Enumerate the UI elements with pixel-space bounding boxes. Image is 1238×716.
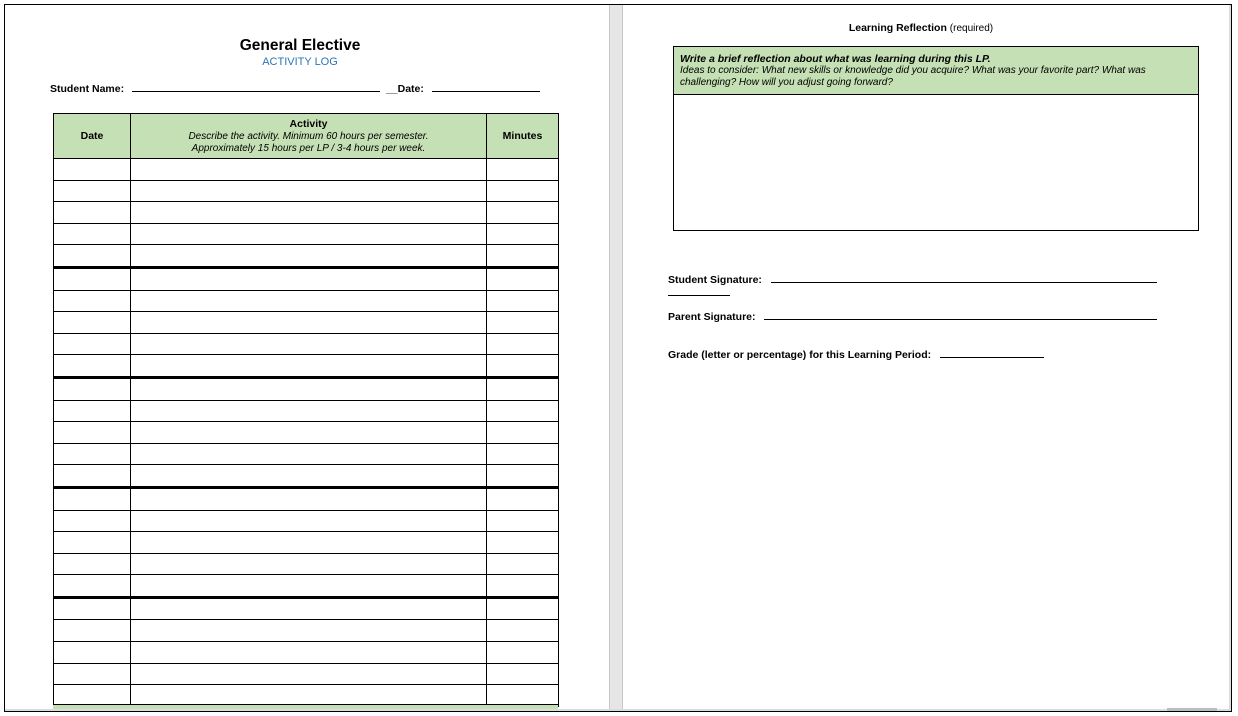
activity-cell[interactable]	[131, 620, 487, 642]
parent-signature-field[interactable]	[764, 308, 1157, 320]
page-title: General Elective	[239, 37, 361, 54]
minutes-cell[interactable]	[487, 620, 559, 642]
reflection-box	[673, 46, 1199, 231]
activity-cell[interactable]	[131, 663, 487, 685]
date-cell[interactable]	[54, 355, 131, 378]
date-field[interactable]	[432, 80, 540, 92]
page-subtitle: ACTIVITY LOG	[262, 56, 338, 68]
table-row	[54, 487, 559, 510]
activity-cell[interactable]	[131, 333, 487, 355]
date-cell[interactable]	[54, 202, 131, 224]
activity-header-label: Activity	[289, 117, 328, 130]
table-row	[54, 400, 559, 422]
minutes-cell[interactable]	[487, 377, 559, 400]
activity-cell[interactable]	[131, 400, 487, 422]
table-row	[54, 159, 559, 181]
minutes-cell[interactable]	[487, 443, 559, 465]
student-signature-field[interactable]	[771, 271, 1157, 283]
minutes-cell[interactable]	[487, 223, 559, 245]
date-cell[interactable]	[54, 575, 131, 598]
date-cell[interactable]	[54, 377, 131, 400]
document-viewport	[4, 4, 1232, 712]
minutes-column-header: Minutes	[487, 114, 559, 159]
minutes-cell[interactable]	[487, 355, 559, 378]
minutes-cell[interactable]	[487, 159, 559, 181]
activity-cell[interactable]	[131, 290, 487, 312]
minutes-cell[interactable]	[487, 245, 559, 268]
date-cell[interactable]	[54, 267, 131, 290]
table-row	[54, 202, 559, 224]
minutes-cell[interactable]	[487, 575, 559, 598]
minutes-cell[interactable]	[487, 400, 559, 422]
minutes-cell[interactable]	[487, 487, 559, 510]
date-cell[interactable]	[54, 510, 131, 532]
date-column-header: Date	[54, 114, 131, 159]
table-header-row	[54, 114, 559, 159]
minutes-cell[interactable]	[487, 553, 559, 575]
date-cell[interactable]	[54, 400, 131, 422]
table-row	[54, 267, 559, 290]
activity-cell[interactable]	[131, 159, 487, 181]
table-row	[54, 422, 559, 444]
table-row	[54, 465, 559, 488]
student-name-line	[50, 80, 540, 95]
activity-header-desc-1: Describe the activity. Minimum 60 hours per semester.	[188, 130, 429, 142]
table-row	[54, 510, 559, 532]
date-label: __Date:	[385, 83, 424, 95]
reflection-page	[623, 5, 1231, 711]
date-cell[interactable]	[54, 532, 131, 554]
date-cell[interactable]	[54, 443, 131, 465]
date-cell[interactable]	[54, 553, 131, 575]
parent-signature-line	[668, 308, 1157, 323]
table-row	[54, 620, 559, 642]
activity-header-desc-2: Approximately 15 hours per LP / 3-4 hours per week.	[191, 142, 426, 154]
activity-log-body	[54, 159, 559, 707]
minutes-cell[interactable]	[487, 597, 559, 620]
grade-field[interactable]	[940, 346, 1044, 358]
minutes-cell[interactable]	[487, 422, 559, 444]
date-cell[interactable]	[54, 223, 131, 245]
activity-cell[interactable]	[131, 422, 487, 444]
grade-label: Grade (letter or percentage) for this Learning Period:	[668, 349, 932, 361]
minutes-cell[interactable]	[487, 202, 559, 224]
minutes-cell[interactable]	[487, 312, 559, 334]
date-cell[interactable]	[54, 620, 131, 642]
date-cell[interactable]	[54, 180, 131, 202]
date-cell[interactable]	[54, 245, 131, 268]
activity-cell[interactable]	[131, 465, 487, 488]
date-cell[interactable]	[54, 333, 131, 355]
date-cell[interactable]	[54, 663, 131, 685]
table-row	[54, 312, 559, 334]
activity-cell[interactable]	[131, 575, 487, 598]
table-row	[54, 663, 559, 685]
activity-cell[interactable]	[131, 312, 487, 334]
activity-cell[interactable]	[131, 355, 487, 378]
activity-log-table	[53, 113, 559, 707]
activity-cell[interactable]	[131, 642, 487, 664]
minutes-cell[interactable]	[487, 532, 559, 554]
activity-cell[interactable]	[131, 223, 487, 245]
activity-cell[interactable]	[131, 487, 487, 510]
reflection-answer-area[interactable]	[674, 95, 1198, 230]
date-cell[interactable]	[54, 159, 131, 181]
minutes-cell[interactable]	[487, 180, 559, 202]
table-row	[54, 443, 559, 465]
student-name-label: Student Name:	[50, 83, 125, 95]
reflection-title-text: Learning Reflection	[848, 22, 947, 34]
table-row	[54, 245, 559, 268]
reflection-ideas: Ideas to consider: What new skills or knowledge did you acquire? What was your favorite part? What was challenging? How will you adjust going forward?	[680, 65, 1146, 88]
activity-cell[interactable]	[131, 510, 487, 532]
reflection-prompt: Write a brief reflection about what was learning during this LP.	[680, 53, 991, 65]
minutes-cell[interactable]	[487, 267, 559, 290]
table-row	[54, 180, 559, 202]
page-right-edge	[1229, 5, 1231, 711]
horizontal-scrollbar-thumb[interactable]	[1167, 708, 1217, 711]
reflection-required-note: (required)	[949, 23, 994, 34]
minutes-cell[interactable]	[487, 333, 559, 355]
activity-cell[interactable]	[131, 597, 487, 620]
table-row	[54, 553, 559, 575]
parent-signature-label: Parent Signature:	[668, 311, 756, 323]
minutes-cell[interactable]	[487, 510, 559, 532]
minutes-cell[interactable]	[487, 663, 559, 685]
student-name-field[interactable]	[132, 80, 380, 92]
date-cell[interactable]	[54, 312, 131, 334]
activity-log-page	[5, 5, 609, 711]
date-cell[interactable]	[54, 642, 131, 664]
table-row	[54, 290, 559, 312]
activity-cell[interactable]	[131, 267, 487, 290]
page-bottom-edge	[5, 709, 1231, 711]
page-gutter	[609, 5, 623, 711]
table-row	[54, 532, 559, 554]
grade-line	[668, 346, 1044, 361]
minutes-cell[interactable]	[487, 465, 559, 488]
student-signature-line	[668, 271, 1157, 286]
reflection-prompt-header	[674, 47, 1198, 95]
table-row	[54, 597, 559, 620]
activity-column-header	[131, 114, 487, 159]
activity-cell[interactable]	[131, 245, 487, 268]
table-row	[54, 355, 559, 378]
activity-cell[interactable]	[131, 553, 487, 575]
activity-cell[interactable]	[131, 180, 487, 202]
activity-cell[interactable]	[131, 443, 487, 465]
date-cell[interactable]	[54, 422, 131, 444]
table-row	[54, 642, 559, 664]
table-row	[54, 377, 559, 400]
reflection-title	[821, 22, 1021, 34]
minutes-cell[interactable]	[487, 642, 559, 664]
student-signature-label: Student Signature:	[668, 274, 762, 286]
activity-cell[interactable]	[131, 202, 487, 224]
activity-cell[interactable]	[131, 532, 487, 554]
table-row	[54, 223, 559, 245]
minutes-cell[interactable]	[487, 290, 559, 312]
date-cell[interactable]	[54, 487, 131, 510]
table-row	[54, 333, 559, 355]
date-cell[interactable]	[54, 597, 131, 620]
activity-cell[interactable]	[131, 377, 487, 400]
student-signature-field-continued[interactable]	[668, 285, 730, 296]
date-cell[interactable]	[54, 290, 131, 312]
table-row	[54, 575, 559, 598]
date-cell[interactable]	[54, 465, 131, 488]
